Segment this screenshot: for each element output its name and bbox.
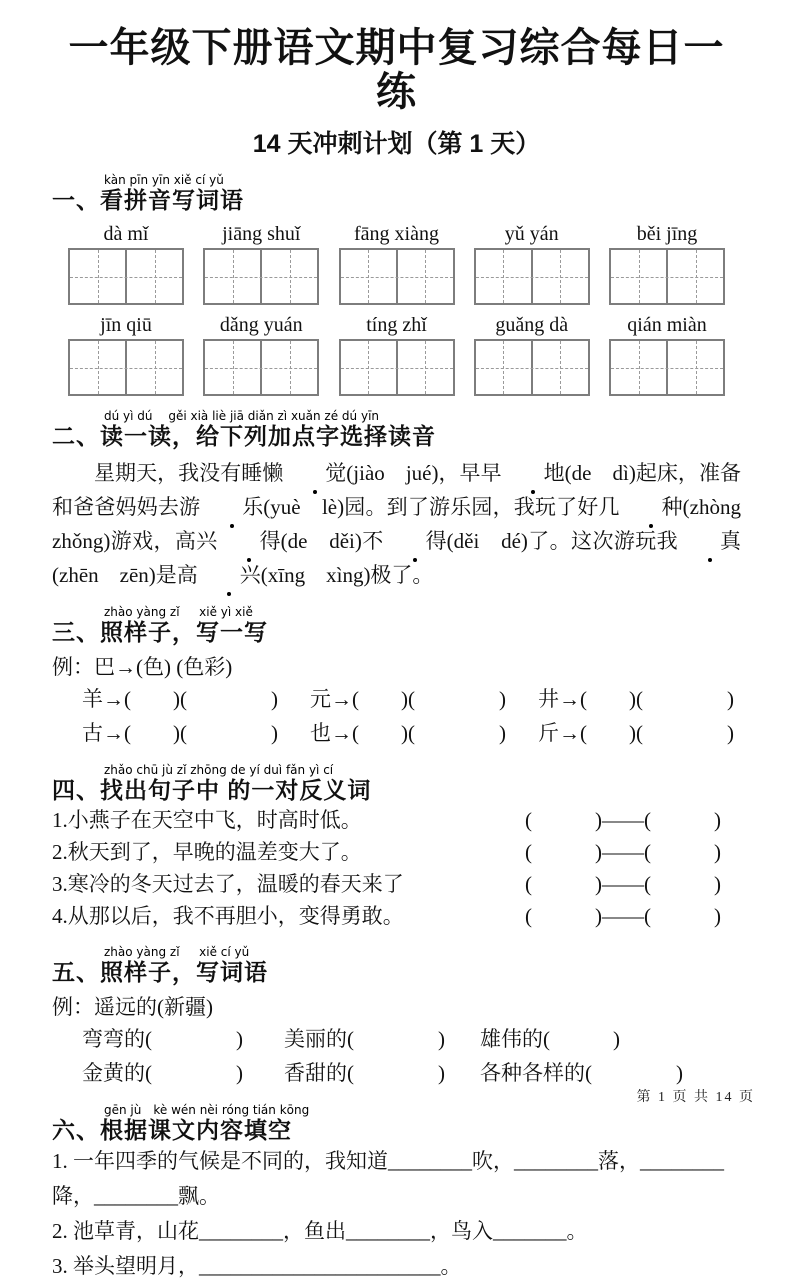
section6-title: 根据课文内容填空 xyxy=(100,1117,292,1143)
section4-number: 四、 xyxy=(52,777,100,803)
write-cell xyxy=(666,341,723,394)
section6-number: 六、 xyxy=(52,1117,100,1143)
dotted-character: 乐 xyxy=(200,490,263,524)
word-building-item: 斤→( )( ) xyxy=(538,721,734,745)
fill-blank-item: 2. 池草青，山花________，鱼出________，鸟入_______。 xyxy=(52,1219,588,1243)
character-write-box xyxy=(474,339,590,396)
write-cell xyxy=(396,341,453,394)
write-cell xyxy=(260,250,317,303)
word-building-row-1 xyxy=(82,682,741,716)
character-write-box xyxy=(203,248,319,305)
phrase-item: 弯弯的( ) xyxy=(82,1027,243,1051)
section4-title: 找出句子中 的一对反义词 xyxy=(100,777,372,803)
word-building-item: 井→( )( ) xyxy=(538,687,734,711)
write-cell xyxy=(611,250,666,303)
section6-pinyin: gēn jù kè wén nèi róng tián kōng xyxy=(104,1103,310,1117)
antonym-sentence: 4.从那以后，我不再胆小，变得勇敢。 xyxy=(52,904,404,928)
section6-heading xyxy=(52,1117,741,1144)
section5-heading xyxy=(52,959,741,986)
word-building-item: 也→( )( ) xyxy=(310,721,506,745)
character-write-box xyxy=(339,339,455,396)
word-building-item: 元→( )( ) xyxy=(310,687,506,711)
phrase-item: 金黄的( ) xyxy=(82,1061,243,1085)
character-write-box xyxy=(68,248,184,305)
pinyin-word-row-1 xyxy=(52,222,741,305)
section2-title: 读一读，给下列加点字选择读音 xyxy=(100,423,436,449)
section3-example: 例：巴→(色) (色彩) xyxy=(52,655,233,679)
word-pinyin: fāng xiàng xyxy=(354,223,439,245)
word-column xyxy=(474,313,590,396)
word-column xyxy=(609,313,725,396)
text-run: (zhēn zēn)是高 xyxy=(52,563,198,587)
write-cell xyxy=(205,341,260,394)
word-pinyin: jiāng shuǐ xyxy=(222,223,301,245)
character-write-box xyxy=(339,248,455,305)
fill-blank-item: 3. 举头望明月，_______________________。 xyxy=(52,1254,462,1278)
section5-example: 例：遥远的(新疆) xyxy=(52,995,213,1019)
character-write-box xyxy=(68,339,184,396)
text-run: (jiào jué)，早早 xyxy=(346,461,502,485)
section1-title: 看拼音写词语 xyxy=(100,187,244,213)
section-word-building xyxy=(52,606,741,750)
dotted-character: 地 xyxy=(502,456,565,490)
phrase-row-1 xyxy=(82,1022,741,1056)
phrase-item: 雄伟的( ) xyxy=(480,1027,620,1051)
word-pinyin: dǎng yuán xyxy=(219,314,303,336)
antonym-item xyxy=(52,836,741,868)
text-run: (de děi)不 xyxy=(280,529,384,553)
antonym-answer-blanks: ( )——( ) xyxy=(525,840,721,864)
write-cell xyxy=(396,250,453,303)
reading-paragraph xyxy=(52,456,762,592)
word-column xyxy=(339,222,455,305)
section3-title: 照样子，写一写 xyxy=(100,619,268,645)
page-title: 一年级下册语文期中复习综合每日一练 xyxy=(68,26,725,114)
word-column xyxy=(609,222,725,305)
write-cell xyxy=(341,341,396,394)
word-building-row-2 xyxy=(82,716,741,750)
dotted-character: 种 xyxy=(620,490,683,524)
section3-pinyin: zhào yàng zǐ xiě yì xiě xyxy=(104,605,253,619)
section2-number: 二、 xyxy=(52,423,100,449)
section5-pinyin: zhào yàng zǐ xiě cí yǔ xyxy=(104,945,250,959)
word-column xyxy=(68,313,184,396)
word-pinyin: qián miàn xyxy=(627,314,707,336)
text-run: (děi dé)了。这次游玩我 xyxy=(446,529,678,553)
fill-blank-item: 1. 一年四季的气候是不同的，我知道________吹，________落，________降，________飘。 xyxy=(52,1149,724,1208)
antonym-answer-blanks: ( )——( ) xyxy=(525,808,721,832)
dotted-character: 觉 xyxy=(283,456,346,490)
write-cell xyxy=(70,341,125,394)
dotted-character: 真 xyxy=(678,524,741,558)
word-pinyin: jīn qiū xyxy=(100,314,152,336)
section5-number: 五、 xyxy=(52,959,100,985)
section-fill-in-blanks xyxy=(52,1104,741,1284)
section1-heading xyxy=(52,187,741,214)
section1-pinyin: kàn pīn yīn xiě cí yǔ xyxy=(104,173,224,187)
word-pinyin: yǔ yán xyxy=(504,223,559,245)
character-write-box xyxy=(609,248,725,305)
word-column xyxy=(68,222,184,305)
phrase-item: 美丽的( ) xyxy=(284,1027,445,1051)
character-write-box xyxy=(609,339,725,396)
write-cell xyxy=(531,250,588,303)
section1-number: 一、 xyxy=(52,187,100,213)
write-cell xyxy=(125,341,182,394)
section2-pinyin: dú yì dú gěi xià liè jiā diǎn zì xuǎn zé dú yīn xyxy=(104,409,380,423)
section4-heading xyxy=(52,777,741,804)
character-write-box xyxy=(474,248,590,305)
antonym-sentence: 1.小燕子在天空中飞，时高时低。 xyxy=(52,808,362,832)
dotted-character: 得 xyxy=(384,524,447,558)
dotted-character: 兴 xyxy=(198,558,261,592)
antonym-answer-blanks: ( )——( ) xyxy=(525,904,721,928)
write-cell xyxy=(260,341,317,394)
write-cell xyxy=(341,250,396,303)
word-column xyxy=(474,222,590,305)
pinyin-word-row-2 xyxy=(52,313,741,396)
dotted-character: 得 xyxy=(218,524,281,558)
text-run: (zhòng zhǒng)游戏，高兴 xyxy=(52,495,762,553)
character-write-box xyxy=(203,339,319,396)
antonym-item xyxy=(52,868,741,900)
section-antonyms xyxy=(52,764,741,932)
word-building-item: 古→( )( ) xyxy=(82,721,278,745)
word-pinyin: guǎng dà xyxy=(495,314,569,336)
phrase-item: 香甜的( ) xyxy=(284,1061,445,1085)
write-cell xyxy=(476,341,531,394)
write-cell xyxy=(125,250,182,303)
write-cell xyxy=(531,341,588,394)
antonym-item xyxy=(52,804,741,836)
word-pinyin: běi jīng xyxy=(636,223,698,245)
section5-title: 照样子，写词语 xyxy=(100,959,268,985)
word-column xyxy=(203,222,319,305)
text-run: (de dì)起床，准备和爸爸妈妈去游 xyxy=(52,461,741,519)
page-subtitle: 14 天冲刺计划（第 1 天） xyxy=(252,130,541,158)
word-pinyin: dà mǐ xyxy=(103,223,149,245)
antonym-sentence: 2.秋天到了，早晚的温差变大了。 xyxy=(52,840,362,864)
write-cell xyxy=(70,250,125,303)
section4-pinyin: zhǎo chū jù zǐ zhōng de yí duì fǎn yì cí xyxy=(104,763,334,777)
page-footer: 第 1 页 共 14 页 xyxy=(636,1090,755,1105)
phrase-item: 各种各样的( ) xyxy=(480,1061,683,1085)
section3-number: 三、 xyxy=(52,619,100,645)
section-choose-pronunciation xyxy=(52,409,762,592)
antonym-item xyxy=(52,900,741,932)
antonym-answer-blanks: ( )——( ) xyxy=(525,872,721,896)
section3-heading xyxy=(52,619,741,646)
word-building-item: 羊→( )( ) xyxy=(82,687,278,711)
section2-heading xyxy=(52,423,741,450)
write-cell xyxy=(666,250,723,303)
write-cell xyxy=(205,250,260,303)
word-column xyxy=(339,313,455,396)
word-column xyxy=(203,313,319,396)
phrase-row-2 xyxy=(82,1056,741,1090)
section-write-phrases xyxy=(52,946,741,1090)
antonym-sentence: 3.寒冷的冬天过去了，温暖的春天来了 xyxy=(52,872,404,896)
write-cell xyxy=(476,250,531,303)
word-pinyin: tíng zhǐ xyxy=(366,314,427,336)
text-run: 星期天，我没有睡懒 xyxy=(94,461,284,485)
write-cell xyxy=(611,341,666,394)
section-pinyin-writing xyxy=(52,174,741,396)
text-run: (yuè lè)园。到了游乐园，我玩了好几 xyxy=(263,495,620,519)
text-run: (xīng xìng)极了。 xyxy=(260,563,434,587)
